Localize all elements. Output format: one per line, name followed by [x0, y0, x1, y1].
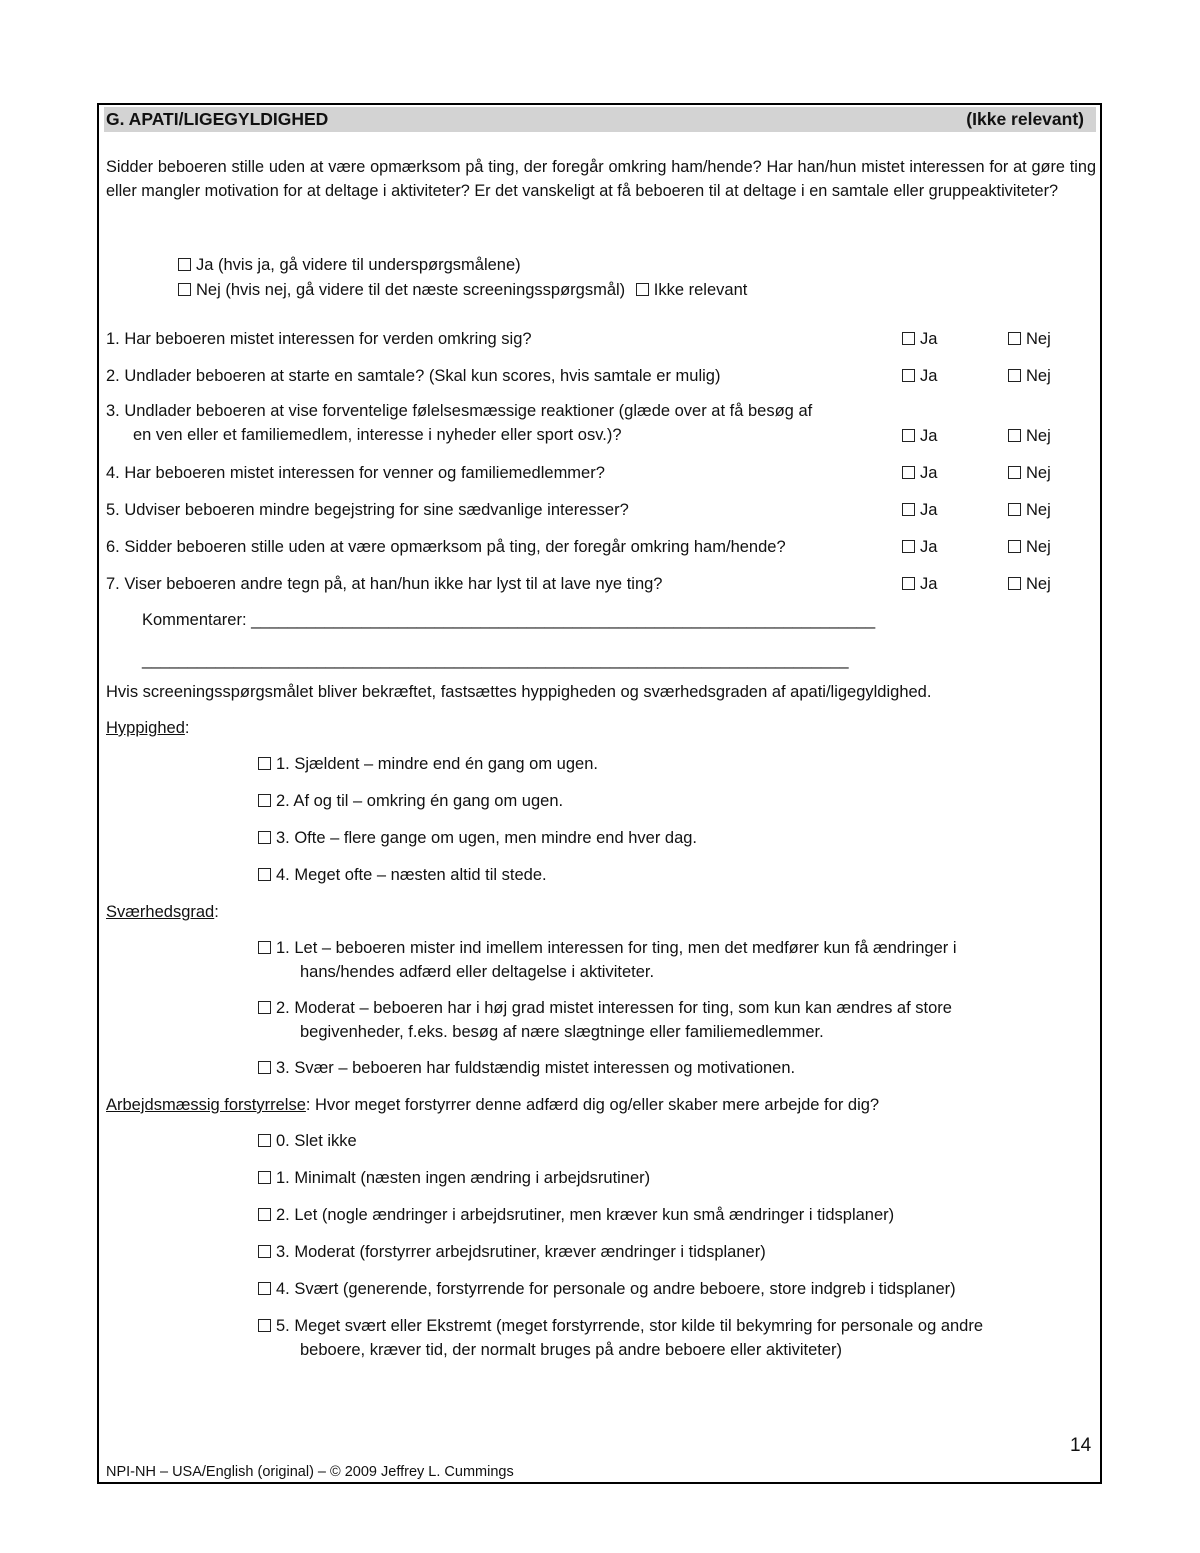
frequency-4-label: 4. Meget ofte – næsten altid til stede. [276, 866, 547, 884]
frequency-option-1 [258, 752, 598, 776]
severity-option-2 [258, 996, 952, 1044]
section-title: G. APATI/LIGEGYLDIGHED [106, 109, 329, 129]
q5-yes-checkbox[interactable] [902, 503, 915, 516]
q4-yes-label: Ja [920, 464, 938, 482]
screening-yes-checkbox[interactable] [178, 258, 191, 271]
disruption-option-2 [258, 1203, 894, 1227]
question-3-line1: 3. Undlader beboeren at vise forventelige følelsesmæssige reaktioner (glæde over at få besøg af [106, 402, 813, 420]
disruption-question: : Hvor meget forstyrrer denne adfærd dig og/eller skaber mere arbejde for dig? [305, 1096, 880, 1114]
q5-no-label: Nej [1026, 501, 1051, 519]
comments-label: Kommentarer: [142, 611, 252, 629]
q4-no [1008, 461, 1051, 485]
severity-3-checkbox[interactable] [258, 1061, 271, 1074]
disruption-3-label: 3. Moderat (forstyrrer arbejdsrutiner, kræver ændringer i tidsplaner) [276, 1243, 766, 1261]
frequency-heading: Hyppighed: [106, 719, 190, 737]
screening-yes-option [178, 253, 521, 277]
screening-no-option [178, 278, 747, 302]
comments-line-2[interactable]: _____________________________________________________________________________ [142, 651, 849, 669]
comments-line-1: ____________________________________________________________________ [251, 611, 876, 629]
q5-no [1008, 498, 1051, 522]
q3-yes-label: Ja [920, 427, 938, 445]
severity-heading: Sværhedsgrad: [106, 903, 219, 921]
question-3-line2: en ven eller et familiemedlem, interesse i nyheder eller sport osv.)? [133, 426, 622, 444]
q1-no-checkbox[interactable] [1008, 332, 1021, 345]
screening-no-label: Nej (hvis nej, gå videre til det næste screeningsspørgsmål) [196, 281, 626, 299]
q7-yes-label: Ja [920, 575, 938, 593]
disruption-option-0 [258, 1129, 357, 1153]
confirm-instruction: Hvis screeningsspørgsmålet bliver bekræftet, fastsættes hyppigheden og sværhedsgraden af apati/ligegyldighed. [106, 683, 932, 701]
q6-no-checkbox[interactable] [1008, 540, 1021, 553]
q2-no-label: Nej [1026, 367, 1051, 385]
disruption-2-label: 2. Let (nogle ændringer i arbejdsrutiner, men kræver kun små ændringer i tidsplaner) [276, 1206, 895, 1224]
frequency-1-checkbox[interactable] [258, 757, 271, 770]
frequency-option-4 [258, 863, 547, 887]
q1-yes-checkbox[interactable] [902, 332, 915, 345]
frequency-3-checkbox[interactable] [258, 831, 271, 844]
disruption-5-line1: 5. Meget svært eller Ekstremt (meget forstyrrende, stor kilde til bekymring for personale og andre [276, 1317, 984, 1335]
q1-no-label: Nej [1026, 330, 1051, 348]
q6-yes-checkbox[interactable] [902, 540, 915, 553]
q5-yes-label: Ja [920, 501, 938, 519]
disruption-label: Arbejdsmæssig forstyrrelse [106, 1096, 306, 1114]
disruption-option-3 [258, 1240, 766, 1264]
disruption-option-5 [258, 1314, 983, 1362]
q3-yes-checkbox[interactable] [902, 429, 915, 442]
screening-na-checkbox[interactable] [636, 283, 649, 296]
severity-label: Sværhedsgrad [106, 903, 215, 921]
q1-yes-label: Ja [920, 330, 938, 348]
disruption-5-line2: beboere, kræver tid, der normalt bruges på andre beboere eller aktiviteter) [300, 1341, 843, 1359]
q5-yes [902, 498, 937, 522]
screening-na-label: Ikke relevant [653, 281, 748, 299]
question-5: 5. Udviser beboeren mindre begejstring for sine sædvanlige interesser? [106, 501, 629, 519]
screening-question: Sidder beboeren stille uden at være opmærksom på ting, der foregår omkring ham/hende? Har han/hun mistet interessen for at gøre ting eller mangler motivation for at deltage i aktiviteter? Er det vanskeligt at få beboeren til at deltage i en samtale eller gruppeaktiviteter? [106, 158, 1096, 200]
q3-no [1008, 424, 1051, 448]
question-4: 4. Har beboeren mistet interessen for venner og familiemedlemmer? [106, 464, 605, 482]
q7-no [1008, 572, 1051, 596]
question-6: 6. Sidder beboeren stille uden at være opmærksom på ting, der foregår omkring ham/hende? [106, 538, 786, 556]
comments-field[interactable] [142, 608, 875, 632]
q2-no [1008, 364, 1051, 388]
severity-1-line1: 1. Let – beboeren mister ind imellem interessen for ting, men det medfører kun få ændringer i [276, 939, 957, 957]
frequency-4-checkbox[interactable] [258, 868, 271, 881]
disruption-5-checkbox[interactable] [258, 1319, 271, 1332]
screening-no-checkbox[interactable] [178, 283, 191, 296]
disruption-1-checkbox[interactable] [258, 1171, 271, 1184]
frequency-option-3 [258, 826, 697, 850]
disruption-2-checkbox[interactable] [258, 1208, 271, 1221]
q6-yes-label: Ja [920, 538, 938, 556]
frequency-label: Hyppighed [106, 719, 185, 737]
q6-yes [902, 535, 937, 559]
q3-no-checkbox[interactable] [1008, 429, 1021, 442]
section-header [104, 107, 1096, 132]
severity-3-line1: 3. Svær – beboeren har fuldstændig mistet interessen og motivationen. [276, 1059, 796, 1077]
severity-2-line2: begivenheder, f.eks. besøg af nære slægtninge eller familiemedlemmer. [300, 1023, 824, 1041]
q6-no [1008, 535, 1051, 559]
q2-yes-checkbox[interactable] [902, 369, 915, 382]
question-7: 7. Viser beboeren andre tegn på, at han/hun ikke har lyst til at lave nye ting? [106, 575, 663, 593]
disruption-0-label: 0. Slet ikke [276, 1132, 357, 1150]
q7-yes-checkbox[interactable] [902, 577, 915, 590]
disruption-0-checkbox[interactable] [258, 1134, 271, 1147]
severity-2-line1: 2. Moderat – beboeren har i høj grad mistet interessen for ting, som kun kan ændres af store [276, 999, 952, 1017]
q6-no-label: Nej [1026, 538, 1051, 556]
page-number: 14 [1070, 1435, 1092, 1456]
q2-no-checkbox[interactable] [1008, 369, 1021, 382]
footer-copyright: NPI-NH – USA/English (original) – © 2009 Jeffrey L. Cummings [106, 1464, 514, 1480]
screening-yes-label: Ja (hvis ja, gå videre til underspørgsmålene) [196, 256, 521, 274]
q1-yes [902, 327, 937, 351]
q2-yes-label: Ja [920, 367, 938, 385]
q3-no-label: Nej [1026, 427, 1051, 445]
disruption-4-checkbox[interactable] [258, 1282, 271, 1295]
question-1: 1. Har beboeren mistet interessen for verden omkring sig? [106, 330, 532, 348]
q1-no [1008, 327, 1051, 351]
disruption-option-4 [258, 1277, 956, 1301]
frequency-2-checkbox[interactable] [258, 794, 271, 807]
severity-1-line2: hans/hendes adfærd eller deltagelse i aktiviteter. [300, 963, 655, 981]
question-3 [106, 399, 812, 447]
frequency-1-label: 1. Sjældent – mindre end én gang om ugen. [276, 755, 598, 773]
severity-option-1 [258, 936, 957, 984]
q2-yes [902, 364, 937, 388]
disruption-1-label: 1. Minimalt (næsten ingen ændring i arbejdsrutiner) [276, 1169, 651, 1187]
q4-no-label: Nej [1026, 464, 1051, 482]
frequency-option-2 [258, 789, 563, 813]
disruption-4-label: 4. Svært (generende, forstyrrende for personale og andre beboere, store indgreb i tidsplaner) [276, 1280, 956, 1298]
severity-option-3 [258, 1056, 795, 1080]
severity-1-checkbox[interactable] [258, 941, 271, 954]
question-2: 2. Undlader beboeren at starte en samtale? (Skal kun scores, hvis samtale er mulig) [106, 367, 721, 385]
q7-no-label: Nej [1026, 575, 1051, 593]
q7-no-checkbox[interactable] [1008, 577, 1021, 590]
disruption-heading [106, 1093, 879, 1117]
q4-no-checkbox[interactable] [1008, 466, 1021, 479]
q5-no-checkbox[interactable] [1008, 503, 1021, 516]
severity-2-checkbox[interactable] [258, 1001, 271, 1014]
q7-yes [902, 572, 937, 596]
disruption-option-1 [258, 1166, 650, 1190]
frequency-2-label: 2. Af og til – omkring én gang om ugen. [276, 792, 564, 810]
disruption-3-checkbox[interactable] [258, 1245, 271, 1258]
not-relevant-label: (Ikke relevant) [966, 109, 1084, 129]
frequency-3-label: 3. Ofte – flere gange om ugen, men mindre end hver dag. [276, 829, 698, 847]
q4-yes-checkbox[interactable] [902, 466, 915, 479]
q4-yes [902, 461, 937, 485]
q3-yes [902, 424, 937, 448]
